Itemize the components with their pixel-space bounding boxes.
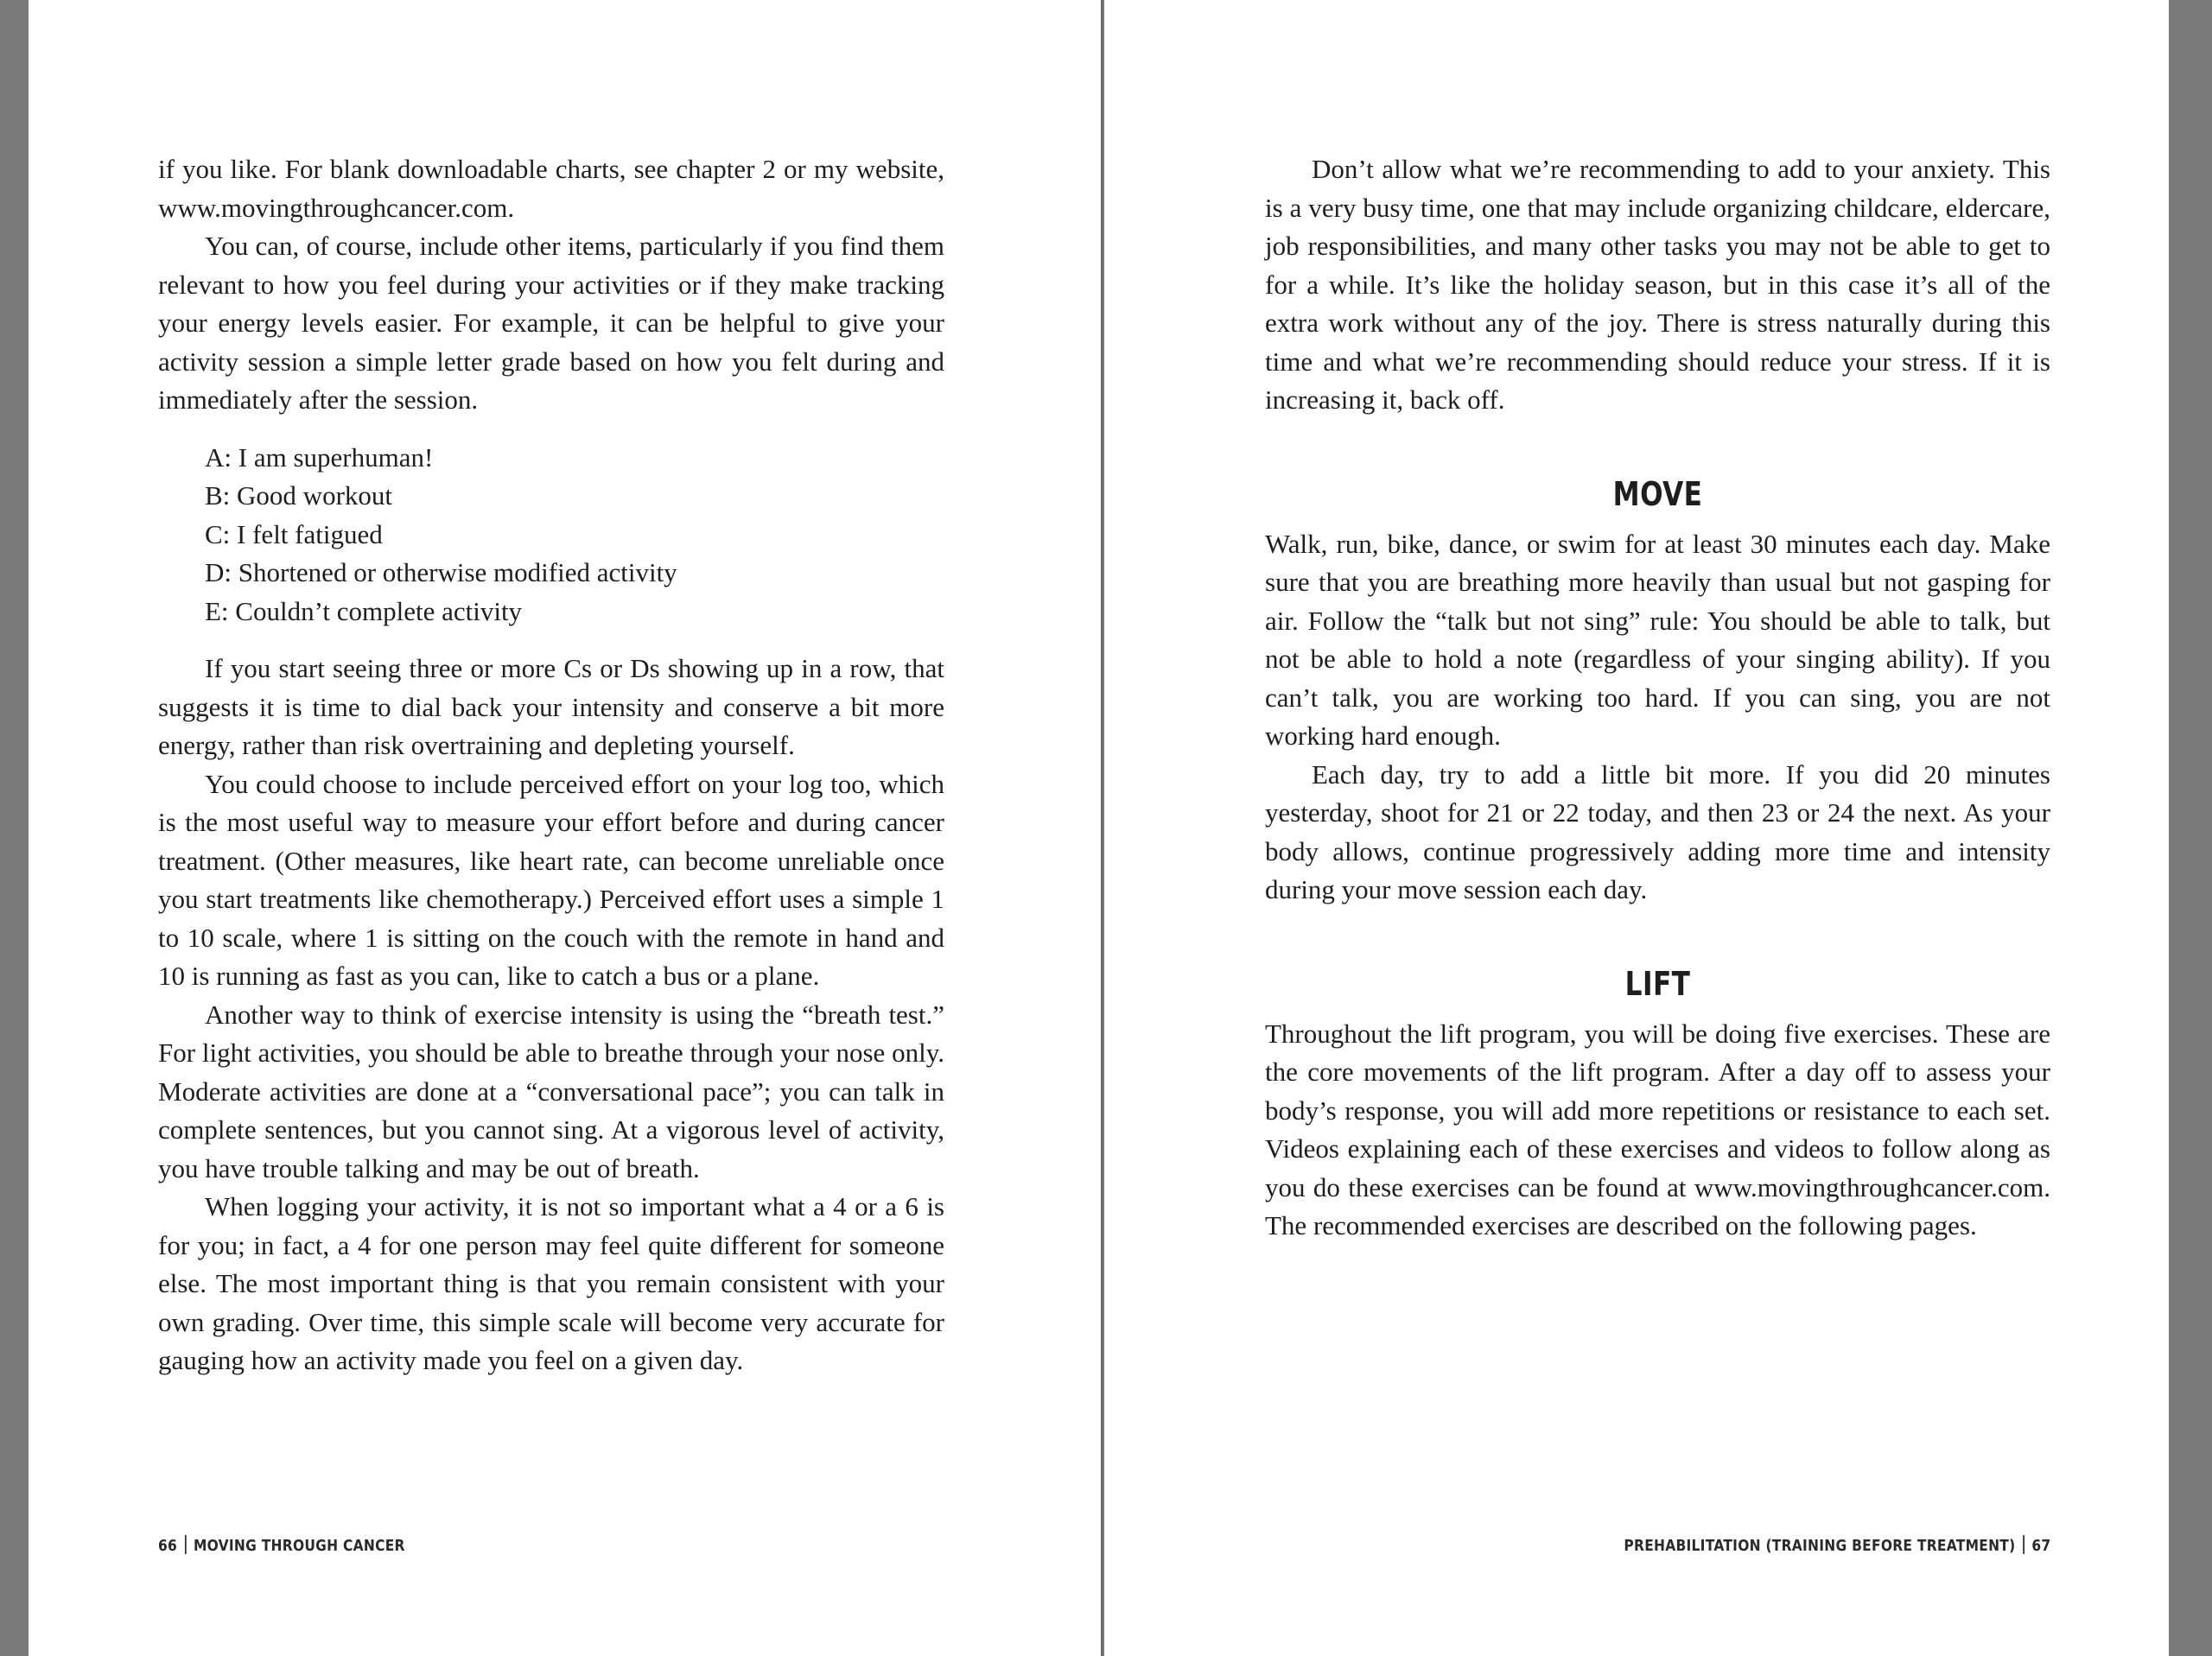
page-number: 67: [2031, 1537, 2050, 1555]
body-paragraph: Don’t allow what we’re recommending to add to your anxiety. This is a very busy time, one that may include organizing childcare, eldercare, job responsibilities, and many other tasks you may not be able to get to for a while. It’s like the holiday season, but in this case it’s all of the extra work without any of the joy. There is stress naturally during this time and what we’re recommending should reduce your stress. If it is increasing it, back off.: [1265, 154, 2050, 415]
body-paragraph: You can, of course, include other items, particularly if you find them relevant to how you feel during your activities or if they make tracking your energy levels easier. For example, it can be helpful to give your activity session a simple letter grade based on how you felt during and immediately after the session.: [158, 231, 944, 415]
grade-item-b: B: Good workout: [205, 480, 392, 511]
grade-item-a: A: I am superhuman!: [205, 441, 434, 473]
right-page: [1104, 0, 2169, 1656]
body-paragraph: You could choose to include perceived effort on your log too, which is the most useful way to measure your effort before and during cancer treatment. (Other measures, like heart rate, can become unreliable once you start treatments like chemotherapy.) Perceived effort uses a simple 1 to 10 scale, where 1 is sitting on the couch with the remote in hand and 10 is running as fast as you can, like to catch a bus or a plane.: [158, 768, 944, 991]
running-title: MOVING THROUGH CANCER: [193, 1537, 405, 1555]
left-page: [29, 0, 1103, 1656]
section-heading-lift: LIFT: [1624, 964, 1691, 1003]
running-title: PREHABILITATION (TRAINING BEFORE TREATMENT): [1623, 1537, 2016, 1555]
left-page-body: [158, 150, 944, 1380]
grade-item-c: C: I felt fatigued: [205, 518, 383, 549]
body-paragraph: if you like. For blank downloadable charts, see chapter 2 or my website, www.movingthroughcancer.com.: [158, 154, 944, 223]
body-paragraph: If you start seeing three or more Cs or Ds showing up in a row, that suggests it is time to dial back your intensity and conserve a bit more energy, rather than risk overtraining and depleting yourself.: [158, 653, 944, 760]
grade-item-e: E: Couldn’t complete activity: [205, 595, 523, 626]
footer-divider: [2023, 1535, 2024, 1554]
grade-item-d: D: Shortened or otherwise modified activity: [205, 557, 677, 587]
footer-divider: [185, 1535, 187, 1554]
body-paragraph: Each day, try to add a little bit more. If you did 20 minutes yesterday, shoot for 21 or 22 today, and then 23 or 24 the next. As your body allows, continue progressively adding more time and intensity during your move session each day.: [1265, 758, 2050, 904]
page-number: 66: [158, 1537, 178, 1555]
body-paragraph: When logging your activity, it is not so important what a 4 or a 6 is for you; in fact, a 4 for one person may feel quite different for someone else. The most important thing is that you remain consistent with your own grading. Over time, this simple scale will become very accurate for gauging how an activity made you feel on a given day.: [158, 1191, 944, 1375]
grade-list: [205, 439, 944, 631]
body-paragraph: Another way to think of exercise intensity is using the “breath test.” For light activities, you should be able to breathe through your nose only. Moderate activities are done at a “conversational pace”; you can talk in complete sentences, but you cannot sing. At a vigorous level of activity, you have trouble talking and may be out of breath.: [158, 999, 944, 1183]
body-paragraph: Walk, run, bike, dance, or swim for at least 30 minutes each day. Make sure that you are breathing more heavily than usual but not gasping for air. Follow the “talk but not sing” rule: You should be able to talk, but not be able to hold a note (regardless of your singing ability). If you can’t talk, you are working too hard. If you can sing, you are not working hard enough.: [1265, 528, 2050, 751]
right-page-body: [1265, 150, 2050, 1246]
right-page-footer: [1624, 1535, 2050, 1558]
body-paragraph: Throughout the lift program, you will be doing five exercises. These are the core movements of the lift program. After a day off to assess your body’s response, you will add more repetitions or resistance to each set. Videos explaining each of these exercises and videos to follow along as you do these exercises can be found at www.movingthroughcancer.com. The recommended exercises are described on the following pages.: [1265, 1018, 2050, 1240]
left-page-footer: [158, 1535, 405, 1558]
section-heading-move: MOVE: [1612, 474, 1703, 513]
